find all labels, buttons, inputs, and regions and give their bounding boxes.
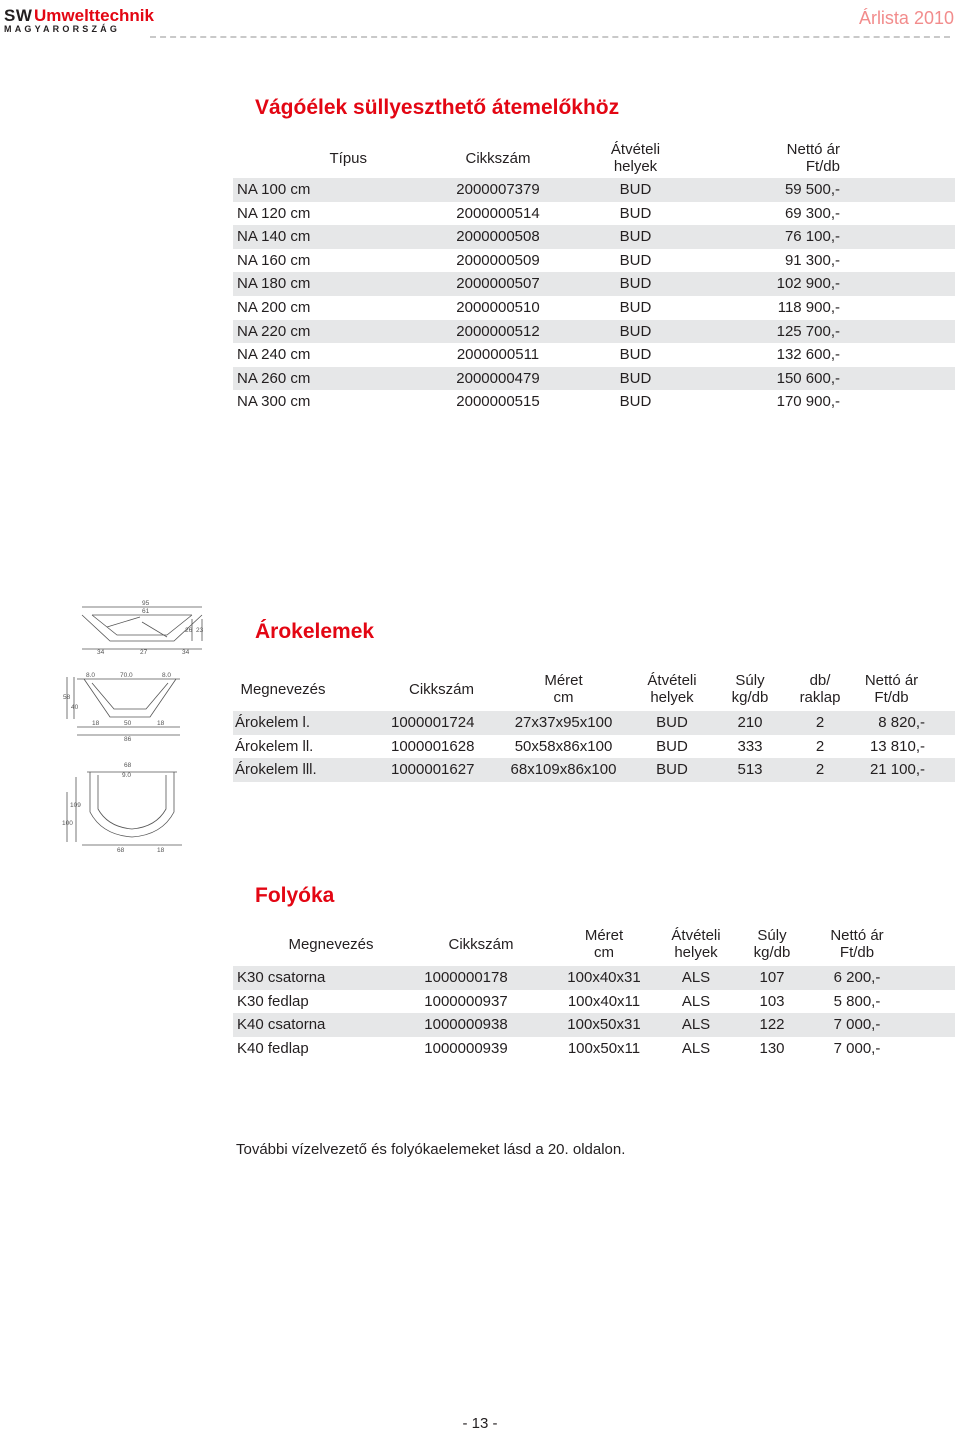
cell-hely: BUD — [583, 178, 688, 202]
cell-cikkszam: 2000007379 — [413, 178, 583, 202]
cell-ar: 91 300,- — [784, 251, 840, 269]
cell-ar: 7 000,- — [807, 1013, 907, 1037]
table-row — [233, 711, 955, 735]
cell-empty — [858, 178, 955, 202]
vagoelek-table — [233, 138, 955, 414]
cell-empty — [858, 202, 955, 226]
cell-ar: 59 500,- — [688, 178, 858, 202]
col-cikkszam: Cikkszám — [465, 149, 531, 167]
dim-18a: 18 — [92, 720, 100, 727]
cell-empty — [858, 390, 955, 414]
cell-cikkszam: 1000000178 — [409, 966, 553, 990]
cell-empty — [858, 296, 955, 320]
table-row — [233, 296, 955, 320]
dim-18b: 18 — [157, 720, 165, 727]
dim-58: 58 — [63, 694, 71, 701]
arokelemek-table — [233, 667, 955, 782]
cell-meret: 68x109x86x100 — [501, 758, 626, 782]
col-netto: Nettó ár Ft/db — [830, 927, 884, 961]
cell-suly: 130 — [759, 1039, 785, 1057]
page-number: - 13 - — [462, 1415, 498, 1432]
cell-cikkszam: 1000000937 — [424, 992, 508, 1010]
cell-ar: 118 900,- — [777, 298, 840, 316]
cell-nev: Árokelem ll. — [235, 737, 314, 755]
cell-empty — [858, 343, 955, 367]
cell-cikkszam: 2000000479 — [413, 367, 583, 391]
table-row — [233, 272, 955, 296]
cell-meret: 100x40x11 — [567, 992, 641, 1010]
col-tipus: Típus — [329, 149, 367, 167]
section-title-arokelemek: Árokelemek — [255, 620, 375, 643]
table-row — [233, 1037, 955, 1061]
cell-hely: BUD — [583, 225, 688, 249]
dim-34b: 34 — [182, 649, 190, 656]
cell-nev: K40 fedlap — [237, 1039, 309, 1057]
cell-ar: 7 000,- — [833, 1039, 881, 1057]
cell-meret: 100x50x11 — [567, 1039, 641, 1057]
cell-hely: BUD — [626, 711, 718, 735]
cell-hely: ALS — [655, 966, 737, 990]
cell-tipus: NA 300 cm — [237, 393, 311, 411]
cell-hely: BUD — [583, 367, 688, 391]
col-atveteli: Átvételi helyek — [671, 927, 721, 961]
drawing-arokelem-2 — [63, 672, 180, 743]
dim-50: 50 — [124, 720, 132, 727]
col-suly: Súly kg/db — [731, 672, 769, 706]
dim-8b: 8.0 — [162, 672, 172, 679]
cell-hely: BUD — [619, 346, 652, 364]
cell-tipus: NA 180 cm — [233, 272, 413, 296]
cell-meret: 100x40x31 — [553, 966, 655, 990]
cell-cikkszam: 2000000509 — [456, 251, 540, 269]
folyoka-table — [233, 922, 955, 1060]
cell-ar: 13 810,- — [869, 737, 925, 755]
table-row — [233, 249, 955, 273]
logo-subtitle: MAGYARORSZÁG — [4, 24, 121, 34]
dim-100: 100 — [62, 820, 73, 827]
cell-cikkszam: 2000000512 — [413, 320, 583, 344]
cell-nev: K30 fedlap — [237, 992, 309, 1010]
cell-empty — [858, 249, 955, 273]
cell-hely: BUD — [656, 737, 688, 755]
table-row — [233, 178, 955, 202]
col-cikkszam: Cikkszám — [409, 680, 475, 698]
cell-cikkszam: 1000000938 — [409, 1013, 553, 1037]
table-row — [233, 202, 955, 226]
cell-ar: 102 900,- — [688, 272, 858, 296]
cell-hely: BUD — [619, 298, 652, 316]
cell-tipus: NA 240 cm — [237, 346, 311, 364]
cell-cikkszam: 1000001627 — [373, 758, 501, 782]
cell-suly: 122 — [737, 1013, 807, 1037]
footnote: További vízelvezető és folyókaelemeket lásd a 20. oldalon. — [236, 1141, 626, 1158]
dim-68b: 68 — [117, 847, 125, 854]
dim-40: 40 — [71, 704, 79, 711]
cell-ar: 132 600,- — [776, 346, 840, 364]
col-atveteli: Átvételi helyek — [610, 141, 661, 175]
col-meret: Méret cm — [544, 672, 583, 706]
cell-empty — [907, 1013, 955, 1037]
col-netto: Nettó ár Ft/db — [786, 141, 840, 175]
section-title-vagoelek: Vágóélek süllyeszthető átemelőkhöz — [255, 96, 620, 119]
cell-hely: BUD — [619, 251, 652, 269]
logo-brand: Umwelttechnik — [34, 6, 154, 25]
cell-ar: 6 200,- — [807, 966, 907, 990]
cell-suly: 107 — [737, 966, 807, 990]
dim-9: 9.0 — [122, 772, 132, 779]
cell-empty — [907, 1037, 955, 1061]
cell-empty — [907, 990, 955, 1014]
section-title-folyoka: Folyóka — [255, 884, 335, 907]
cell-tipus: NA 120 cm — [237, 204, 311, 222]
cell-empty — [858, 367, 955, 391]
cell-ar: 125 700,- — [688, 320, 858, 344]
cell-cikkszam: 1000001724 — [373, 711, 501, 735]
cell-meret: 50x58x86x100 — [514, 737, 613, 755]
cell-db: 2 — [782, 711, 858, 735]
cell-nev: Árokelem lll. — [233, 758, 373, 782]
table-row — [233, 320, 955, 344]
dim-26: 26 — [185, 627, 193, 634]
table-row — [233, 735, 955, 759]
cell-cikkszam: 1000000939 — [424, 1039, 508, 1057]
cell-empty — [858, 225, 955, 249]
cell-empty — [907, 966, 955, 990]
cell-ar: 69 300,- — [784, 204, 840, 222]
table-row — [233, 990, 955, 1014]
table-row — [233, 1013, 955, 1037]
cell-nev: K40 csatorna — [233, 1013, 409, 1037]
drawing-arokelem-1 — [82, 600, 204, 656]
dim-8a: 8.0 — [86, 672, 96, 679]
table-row — [233, 966, 955, 990]
cell-empty — [858, 320, 955, 344]
cell-hely: BUD — [619, 204, 652, 222]
cell-hely: ALS — [655, 1013, 737, 1037]
table-row — [233, 390, 955, 414]
cell-meret: 100x50x31 — [553, 1013, 655, 1037]
cell-suly: 333 — [737, 737, 763, 755]
drawing-arokelem-3 — [62, 762, 182, 854]
cell-tipus: NA 160 cm — [237, 251, 311, 269]
table-row — [233, 758, 955, 782]
cell-ar: 150 600,- — [688, 367, 858, 391]
dim-86: 86 — [124, 736, 132, 743]
cell-hely: BUD — [583, 320, 688, 344]
cell-cikkszam: 2000000511 — [456, 346, 540, 364]
pricelist-title: Árlista 2010 — [858, 8, 954, 28]
dim-23: 23 — [196, 627, 204, 634]
cell-nev: Árokelem l. — [233, 711, 373, 735]
table-row — [233, 343, 955, 367]
cell-tipus: NA 220 cm — [233, 320, 413, 344]
dim-109: 109 — [70, 802, 81, 809]
dim-68a: 68 — [124, 762, 132, 769]
cell-tipus: NA 140 cm — [233, 225, 413, 249]
dim-95: 95 — [142, 600, 150, 607]
cell-nev: K30 csatorna — [233, 966, 409, 990]
arokelem-drawings — [62, 597, 237, 859]
cell-tipus: NA 200 cm — [237, 298, 311, 316]
cell-suly: 513 — [718, 758, 782, 782]
cell-hely: BUD — [626, 758, 718, 782]
cell-cikkszam: 2000000514 — [456, 204, 540, 222]
logo-sw: SW — [4, 6, 33, 25]
dim-70: 70.0 — [120, 672, 133, 679]
cell-suly: 103 — [759, 992, 785, 1010]
dim-18c: 18 — [157, 847, 165, 854]
cell-hely: BUD — [619, 393, 652, 411]
dim-27: 27 — [140, 649, 148, 656]
col-netto: Nettó ár Ft/db — [864, 672, 919, 706]
col-meret: Méret cm — [584, 927, 624, 961]
cell-ar: 170 900,- — [776, 393, 840, 411]
cell-suly: 210 — [718, 711, 782, 735]
col-megnevezes: Megnevezés — [288, 935, 374, 953]
header-divider — [150, 36, 950, 38]
cell-cikkszam: 2000000515 — [456, 393, 540, 411]
cell-hely: ALS — [681, 1039, 711, 1057]
col-atveteli: Átvételi helyek — [647, 672, 697, 706]
dim-34a: 34 — [97, 649, 105, 656]
cell-cikkszam: 2000000510 — [456, 298, 540, 316]
col-suly: Súly kg/db — [753, 927, 791, 961]
cell-hely: BUD — [583, 272, 688, 296]
cell-ar: 8 820,- — [858, 711, 955, 735]
cell-hely: ALS — [681, 992, 711, 1010]
cell-ar: 76 100,- — [688, 225, 858, 249]
dim-61: 61 — [142, 608, 150, 615]
col-db-raklap: db/ raklap — [799, 672, 841, 706]
cell-ar: 21 100,- — [858, 758, 955, 782]
cell-cikkszam: 2000000508 — [413, 225, 583, 249]
table-row — [233, 225, 955, 249]
col-megnevezes: Megnevezés — [240, 680, 326, 698]
cell-cikkszam: 1000001628 — [391, 737, 475, 755]
cell-empty — [858, 272, 955, 296]
cell-db: 2 — [815, 737, 825, 755]
cell-cikkszam: 2000000507 — [413, 272, 583, 296]
cell-ar: 5 800,- — [833, 992, 881, 1010]
cell-db: 2 — [782, 758, 858, 782]
cell-tipus: NA 100 cm — [233, 178, 413, 202]
cell-tipus: NA 260 cm — [233, 367, 413, 391]
table-row — [233, 367, 955, 391]
col-cikkszam: Cikkszám — [448, 935, 514, 953]
cell-meret: 27x37x95x100 — [501, 711, 626, 735]
